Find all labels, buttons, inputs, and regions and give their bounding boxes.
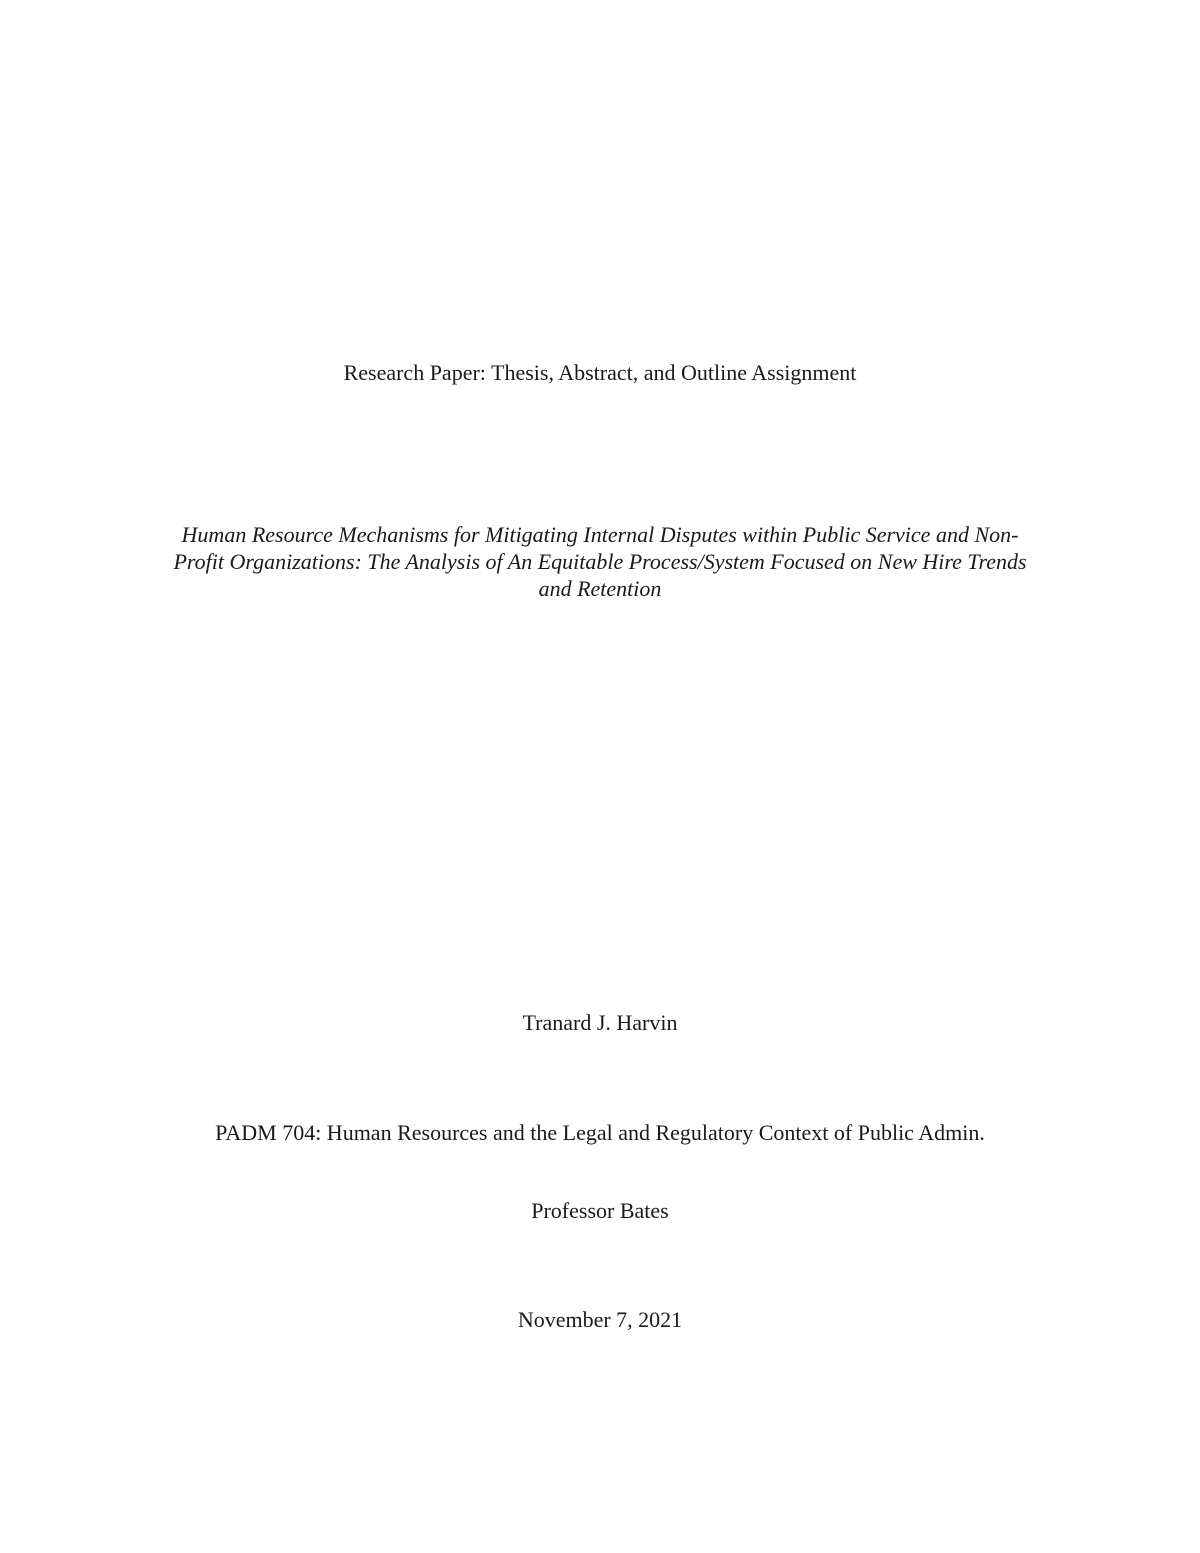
paper-title-line-3: and Retention bbox=[538, 576, 662, 601]
instructor-name: Professor Bates bbox=[531, 1198, 669, 1223]
course-name: PADM 704: Human Resources and the Legal and Regulatory Context of Public Admin. bbox=[215, 1120, 985, 1145]
submission-date: November 7, 2021 bbox=[517, 1307, 683, 1332]
paper-title-line-2: Profit Organizations: The Analysis of An Equitable Process/System Focused on New Hire Trends bbox=[173, 549, 1027, 574]
assignment-heading: Research Paper: Thesis, Abstract, and Outline Assignment bbox=[343, 360, 857, 385]
paper-title bbox=[130, 521, 1070, 602]
paper-title-line-1: Human Resource Mechanisms for Mitigating Internal Disputes within Public Service and Non- bbox=[181, 522, 1019, 547]
author-name: Tranard J. Harvin bbox=[522, 1010, 678, 1035]
